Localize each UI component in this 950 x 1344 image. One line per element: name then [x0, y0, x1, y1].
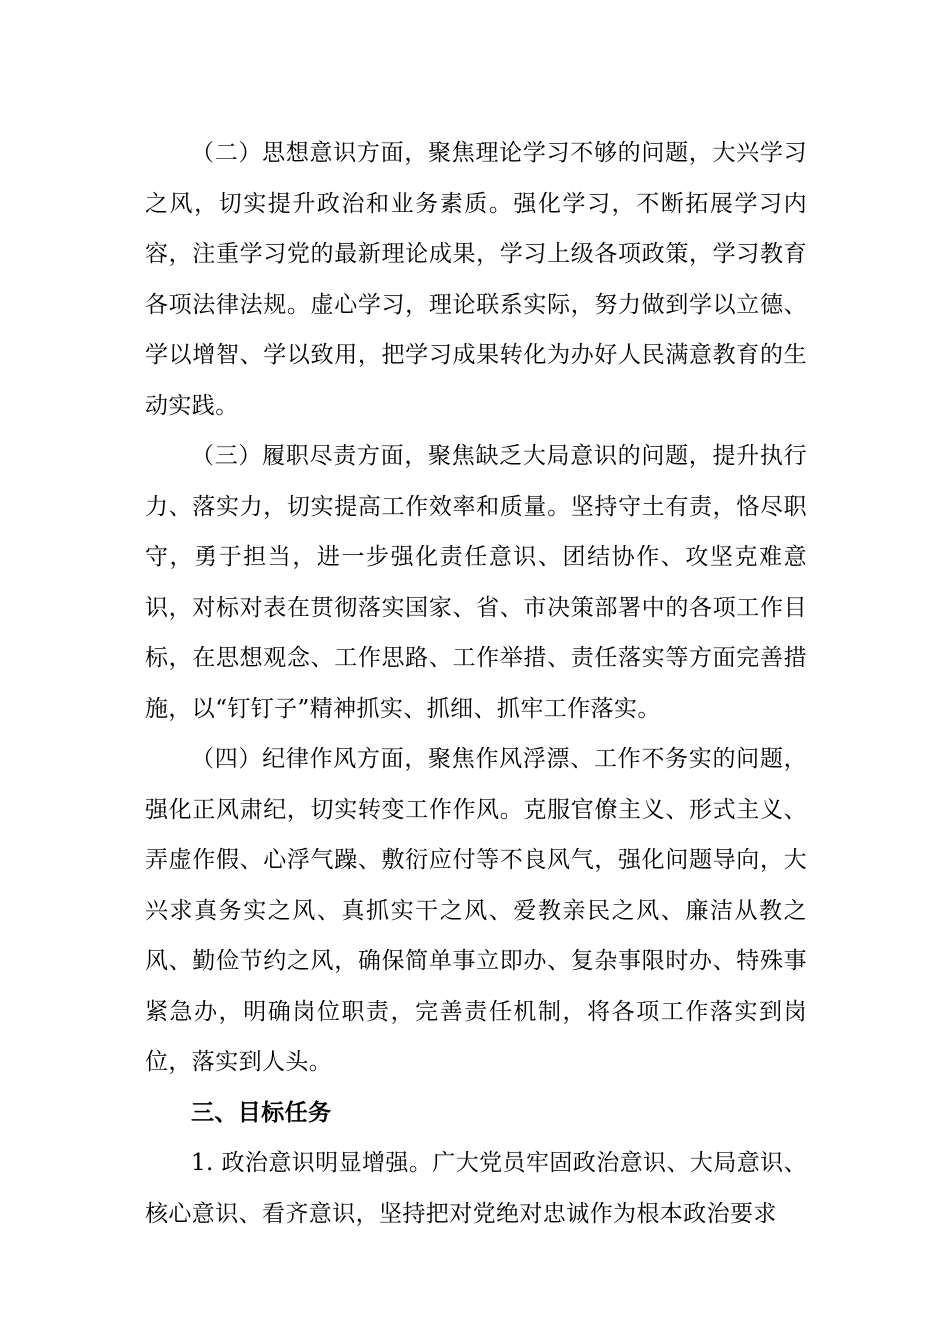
paragraph-discipline-style: （四）纪律作风方面，聚焦作风浮漂、工作不务实的问题，强化正风肃纪，切实转变工作作风。克服官僚主义、形式主义、弄虚作假、心浮气躁、敷衍应付等不良风气，强化问题导向，大兴求真务实之风、真抓实干之风、爱教亲民之风、廉洁从教之风、勤俭节约之风，确保简单事立即办、复杂事限时办、特殊事紧急办，明确岗位职责，完善责任机制，将各项工作落实到岗位，落实到人头。	[145, 746, 807, 1075]
paragraph-duty-performance: （三）履职尽责方面，聚焦缺乏大局意识的问题，提升执行力、落实力，切实提高工作效率和质量。坚持守土有责，恪尽职守，勇于担当，进一步强化责任意识、团结协作、攻坚克难意识，对标对表在贯彻落实国家、省、市决策部署中的各项工作目标，在思想观念、工作思路、工作举措、责任落实等方面完善措施，以“钉钉子”精神抓实、抓细、抓牢工作落实。	[145, 443, 807, 722]
document-body	[145, 128, 807, 1239]
section-heading: 三、目标任务	[191, 1099, 332, 1126]
paragraph-item-1: 1. 政治意识明显增强。广大党员牢固政治意识、大局意识、核心意识、看齐意识，坚持把对党绝对忠诚作为根本政治要求	[145, 1150, 807, 1227]
paragraph-thinking-awareness: （二）思想意识方面，聚焦理论学习不够的问题，大兴学习之风，切实提升政治和业务素质。强化学习，不断拓展学习内容，注重学习党的最新理论成果，学习上级各项政策，学习教育各项法律法规。虚心学习，理论联系实际，努力做到学以立德、学以增智、学以致用，把学习成果转化为办好人民满意教育的生动实践。	[145, 140, 807, 419]
